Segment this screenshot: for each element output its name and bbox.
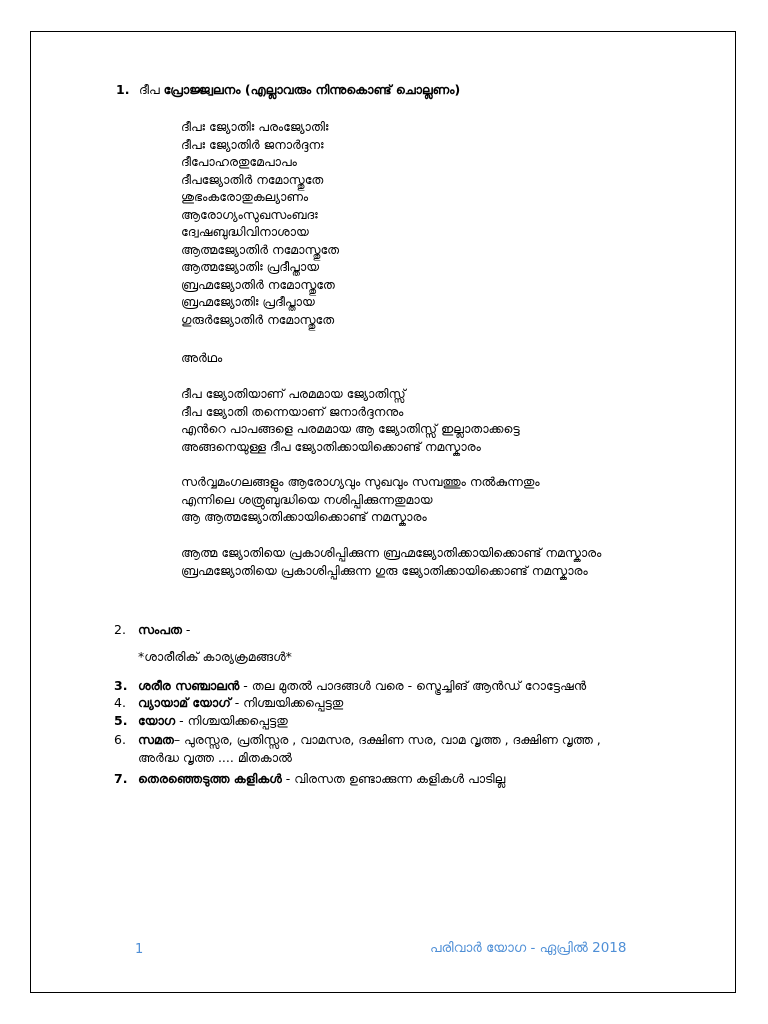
verse-line: ആത്മജ്യോതിഃ പ്രദീപ്തായ [181, 259, 319, 274]
item-7 [138, 770, 505, 787]
meaning-line: ആത്മ ജ്യോതിയെ പ്രകാശിപ്പിക്കുന്ന ബ്രഹ്മജ്യോതിക്കായിക്കൊണ്ട് നമസ്കാരം [181, 545, 602, 560]
meaning-line: ആ ആത്മജ്യോതിക്കായിക്കൊണ്ട് നമസ്കാരം [181, 509, 427, 524]
footer-title: പരിവാർ യോഗ - ഏപ്രിൽ 2018 [430, 940, 627, 956]
meaning-paragraph-3 [181, 544, 601, 580]
item-4-rest: - നിശ്ചയിക്കപ്പെട്ടതു [230, 695, 344, 710]
item-6-continuation: അർദ്ധ വൃത്ത .... മിതകാൽ [138, 750, 292, 765]
item-6-rest: – പുരസ്സര, പ്രതിസ്സര , വാമസര, ദക്ഷിണ സര, വാമ വൃത്ത , ദക്ഷിണ വൃത്ത , [173, 732, 601, 747]
item-5-rest: - നിശ്ചയിക്കപ്പെട്ടതു [175, 713, 288, 728]
item-2-heading [138, 621, 190, 638]
verse-line: ശുഭംകരോതുകല്യാണം [181, 189, 309, 204]
verse-line: ബ്രഹ്മജ്യോതിർ നമോസ്തുതേ [181, 276, 335, 292]
meaning-line: എന്നിലെ ശത്രുബുദ്ധിയെ നശിപ്പിക്കുന്നതുമായ [181, 491, 433, 507]
item-4 [138, 694, 343, 711]
item-7-rest: - വിരസത ഉണ്ടാക്കുന്ന കളികൾ പാടില്ല [281, 771, 506, 786]
verse-line: ദീപഃ ജ്യോതിഃ പരംജ്യോതിഃ [181, 119, 329, 134]
meaning-line: സർവ്വമംഗലങ്ങളും ആരോഗ്യവും സുഖവും സമ്പത്തും നൽകുന്നതും [181, 474, 540, 489]
meaning-heading: അർഥം [181, 350, 223, 365]
item-1-rest: (എല്ലാവരും നിന്നുകൊണ്ട് ചൊല്ലണം) [240, 82, 461, 97]
item-3-rest: - തല മുതൽ പാദങ്ങൾ വരെ - സ്ട്രെച്ചിങ് ആൻഡ് റോട്ടേഷൻ [239, 678, 587, 693]
item-1-bold: പ്രോജ്ജ്വലനം [163, 82, 241, 97]
verse-line: ദീപജ്യോതിർ നമോസ്തുതേ [181, 171, 324, 187]
item-3-bold: ശരീര സഞ്ചാലൻ [138, 678, 240, 693]
item-4-number: 4. [114, 695, 126, 710]
physical-activities-note: *ശാരീരിക് കാര്യക്രമങ്ങൾ* [138, 649, 292, 664]
item-7-bold: തെരഞ്ഞെടുത്ത കളികൾ [138, 771, 282, 786]
meaning-line: ദീപ ജ്യോതി തന്നെയാണ് ജനാർദ്ദനനും [181, 403, 404, 419]
item-6-number: 6. [114, 732, 126, 747]
meaning-line: ബ്രഹ്മജ്യോതിയെ പ്രകാശിപ്പിക്കുന്ന ഗുരു ജ്യോതിക്കായിക്കൊണ്ട് നമസ്കാരം [181, 563, 588, 578]
item-6 [138, 731, 601, 748]
verse-line: ആരോഗ്യംസുഖസംബദഃ [181, 206, 318, 222]
meaning-line: എൻറെ പാപങ്ങളെ പരമമായ ആ ജ്യോതിസ്സ് ഇല്ലാതാക്കട്ടെ [181, 421, 520, 436]
footer-page-number: 1 [135, 942, 144, 957]
meaning-line: അങ്ങനെയുള്ള ദീപ ജ്യോതിക്കായിക്കൊണ്ട് നമസ്കാരം [181, 438, 481, 454]
meaning-paragraph-2 [181, 473, 540, 526]
verse-line: ഗുരുർജ്യോതിർ നമോസ്തുതേ [181, 311, 335, 327]
item-3-number: 3. [114, 678, 128, 693]
verse-line: ദ്വേഷബുദ്ധിവിനാശായ [181, 224, 309, 239]
item-1-prefix: ദീപ [139, 82, 164, 97]
meaning-paragraph-1 [181, 385, 520, 455]
verse-block [181, 118, 339, 328]
verse-line: ബ്രഹ്മജ്യോതിഃ പ്രദീപ്തായ [181, 294, 315, 309]
item-5 [138, 712, 288, 729]
item-2-bold: സംപത [138, 622, 182, 637]
item-4-bold: വ്യായാമ് യോഗ് [138, 695, 231, 710]
item-2-number: 2. [114, 622, 126, 637]
meaning-line: ദീപ ജ്യോതിയാണ് പരമമായ ജ്യോതിസ്സ് [181, 386, 406, 401]
item-3 [138, 677, 586, 694]
item-5-bold: യോഗ [138, 713, 176, 728]
verse-line: ആത്മജ്യോതിർ നമോസ്തുതേ [181, 241, 340, 257]
item-5-number: 5. [114, 713, 128, 728]
item-7-number: 7. [114, 771, 128, 786]
item-1-heading [139, 81, 460, 98]
verse-line: ദീപഃ ജ്യോതിർ ജനാർദ്ദനഃ [181, 136, 324, 152]
item-2-rest: - [181, 622, 191, 637]
verse-line: ദീപോഹരതുമേപാപം [181, 154, 297, 169]
item-6-bold: സമത [138, 732, 174, 747]
item-1-number: 1. [116, 82, 130, 97]
